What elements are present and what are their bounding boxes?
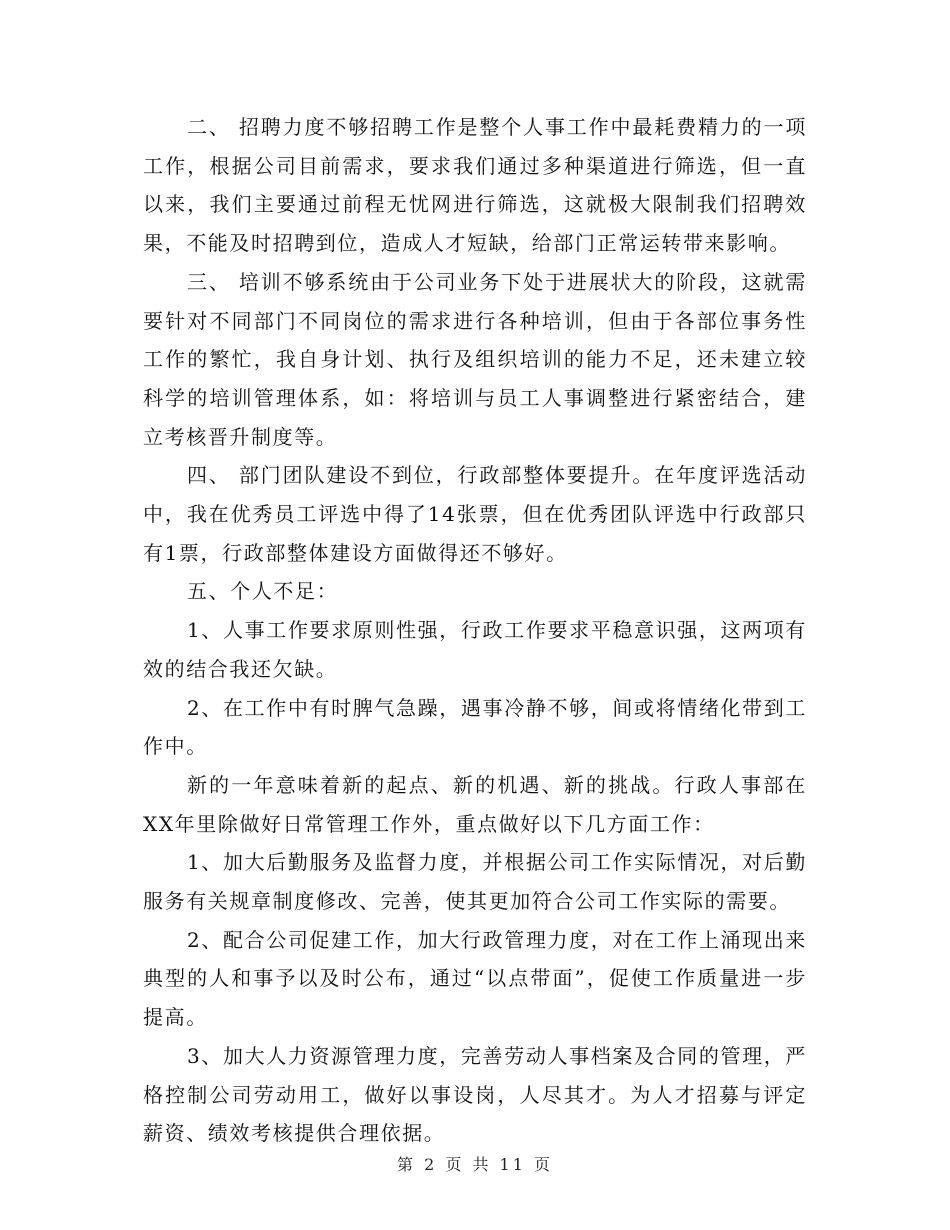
paragraph-team-building: 四、 部门团队建设不到位，行政部整体要提升。在年度评选活动中，我在优秀员工评选中得了14张票，但在优秀团队评选中行政部只有1票，行政部整体建设方面做得还不够好。 bbox=[143, 463, 807, 565]
paragraph-new-year-plan: 新的一年意味着新的起点、新的机遇、新的挑战。行政人事部在XX年里除做好日常管理工作外，重点做好以下几方面工作： bbox=[143, 772, 807, 836]
paragraph-shortcoming-1: 1、人事工作要求原则性强，行政工作要求平稳意识强，这两项有效的结合我还欠缺。 bbox=[143, 618, 807, 681]
paragraph-training: 三、 培训不够系统由于公司业务下处于进展状大的阶段，这就需要针对不同部门不同岗位的需求进行各种培训，但由于各部位事务性工作的繁忙，我自身计划、执行及组织培训的能力不足，还未建立较科学的培训管理体系，如：将培训与员工人事调整进行紧密结合，建立考核晋升制度等。 bbox=[143, 269, 807, 449]
paragraph-plan-2: 2、配合公司促建工作，加大行政管理力度，对在工作上涌现出来典型的人和事予以及时公布，通过“以点带面”，促使工作质量进一步提高。 bbox=[143, 927, 807, 1030]
page-number-footer: 第 2 页 共 11 页 bbox=[397, 1155, 553, 1174]
paragraph-shortcoming-2: 2、在工作中有时脾气急躁，遇事冷静不够，间或将情绪化带到工作中。 bbox=[143, 695, 807, 759]
paragraph-personal-shortcomings-heading: 五、个人不足： bbox=[187, 579, 339, 604]
document-body bbox=[143, 108, 807, 1153]
paragraph-recruitment: 二、 招聘力度不够招聘工作是整个人事工作中最耗费精力的一项工作，根据公司目前需求，要求我们通过多种渠道进行筛选，但一直以来，我们主要通过前程无忧网进行筛选，这就极大限制我们招聘效果，不能及时招聘到位，造成人才短缺，给部门正常运转带来影响。 bbox=[143, 115, 807, 256]
paragraph-plan-1: 1、加大后勤服务及监督力度，并根据公司工作实际情况，对后勤服务有关规章制度修改、完善，使其更加符合公司工作实际的需要。 bbox=[143, 850, 807, 914]
paragraph-plan-3: 3、加大人力资源管理力度，完善劳动人事档案及合同的管理，严格控制公司劳动用工，做好以事设岗，人尽其才。为人才招募与评定薪资、绩效考核提供合理依据。 bbox=[143, 1043, 807, 1146]
